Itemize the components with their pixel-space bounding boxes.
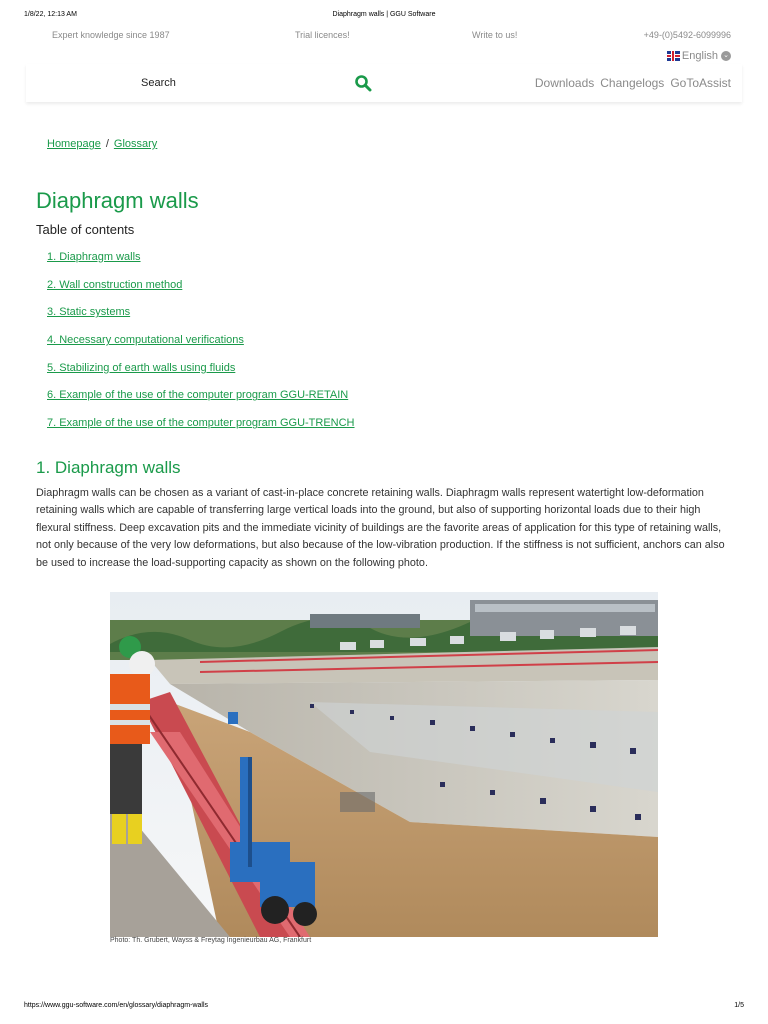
toc-item [47, 251, 355, 279]
print-url: https://www.ggu-software.com/en/glossary/diaphragm-walls [24, 1002, 209, 1009]
toc-link-1[interactable]: 1. Diaphragm walls [47, 251, 141, 263]
toc-item [47, 389, 355, 417]
search-input[interactable]: Search [141, 77, 176, 89]
print-date: 1/8/22, 12:13 AM [24, 11, 77, 18]
print-header [24, 11, 744, 21]
chevron-down-icon: ⌄ [721, 51, 731, 61]
toc-link-2[interactable]: 2. Wall construction method [47, 278, 183, 291]
page-title: Diaphragm walls [36, 188, 199, 213]
breadcrumb-glossary[interactable]: Glossary [113, 138, 158, 150]
toc-item [47, 334, 355, 362]
main-navbar [26, 64, 742, 102]
nav-link-downloads[interactable]: Downloads [534, 76, 595, 90]
trial-licences-link[interactable]: Trial licences! [295, 30, 350, 40]
section-paragraph: Diaphragm walls can be chosen as a variant of cast-in-place concrete retaining walls. Diaphragm walls represent watertight low-deformation retaining walls which are capable of transferring large vertical loads into the ground, but also of supporting horizontal loads due to their high flexural stiffness. Deep excavation pits and the immediate vicinity of buildings are the favorite areas of application for this type of retaining walls, not only because of the very low deformations, but also because of the low-vibration production. If the stiffness is not sufficient, anchors can also be used to increase the load-supporting capacity as shown on the following photo. [36, 487, 725, 569]
print-title: Diaphragm walls | GGU Software [332, 11, 436, 18]
breadcrumb [47, 138, 157, 150]
toc-link-4[interactable]: 4. Necessary computational verifications [47, 334, 244, 347]
toc-link-5[interactable]: 5. Stabilizing of earth walls using fluids [47, 361, 236, 374]
breadcrumb-homepage[interactable]: Homepage [47, 138, 101, 150]
toc-link-6[interactable]: 6. Example of the use of the computer program GGU-RETAIN [47, 389, 349, 402]
top-info-bar [0, 30, 768, 44]
language-selector[interactable] [667, 49, 731, 63]
nav-link-changelogs[interactable]: Changelogs [600, 76, 665, 90]
toc-item [47, 362, 355, 390]
expert-knowledge-text: Expert knowledge since 1987 [52, 30, 170, 40]
write-to-us-link[interactable]: Write to us! [472, 30, 518, 40]
print-page-number: 1/5 [734, 1002, 744, 1009]
toc-item [47, 306, 355, 334]
section-title: 1. Diaphragm walls [36, 458, 181, 477]
phone-number-link[interactable]: +49-(0)5492-6099996 [643, 30, 731, 40]
breadcrumb-separator: / [105, 138, 109, 150]
photo-caption: Photo: Th. Grubert, Wayss & Freytag Ingenieurbau AG, Frankfurt [110, 937, 312, 944]
language-label: English [681, 50, 718, 62]
diaphragm-wall-photo [110, 592, 658, 937]
nav-links [535, 76, 731, 90]
toc-heading: Table of contents [36, 222, 135, 237]
search-icon[interactable] [354, 74, 372, 92]
nav-link-gotoassist[interactable]: GoToAssist [670, 76, 731, 90]
toc-item [47, 279, 355, 307]
toc-link-7[interactable]: 7. Example of the use of the computer program GGU-TRENCH [47, 417, 355, 430]
toc-link-3[interactable]: 3. Static systems [47, 306, 131, 319]
uk-flag-icon [667, 51, 680, 61]
table-of-contents [47, 251, 355, 445]
toc-item [47, 417, 355, 445]
